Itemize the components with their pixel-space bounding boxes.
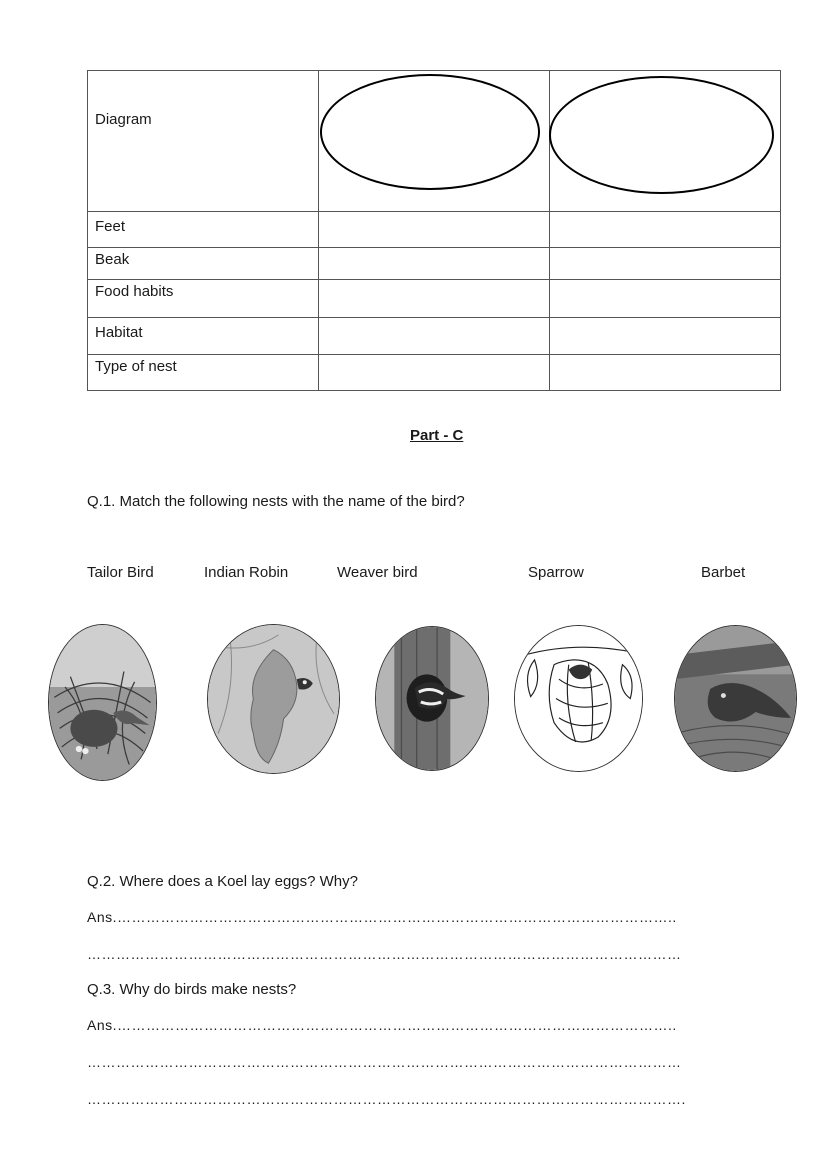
row-label: Feet: [88, 212, 319, 248]
bird-name-barbet[interactable]: Barbet: [701, 564, 746, 581]
question-2: Q.2. Where does a Koel lay eggs? Why?: [87, 873, 358, 890]
answer-line[interactable]: ……………………………………………………………………………………………………………: [87, 946, 682, 962]
diagram-oval-1: [320, 74, 540, 190]
answer-cell[interactable]: [319, 280, 550, 318]
answer-cell[interactable]: [550, 355, 781, 391]
row-label: Type of nest: [88, 355, 319, 391]
answer-cell[interactable]: [319, 318, 550, 355]
answer-line[interactable]: …………………………………………………………………………………………………………….: [87, 1091, 686, 1107]
question-3: Q.3. Why do birds make nests?: [87, 981, 297, 998]
grass-cup-nest-icon[interactable]: [48, 624, 157, 781]
table-row: [88, 212, 781, 248]
bird-name-tailor-bird[interactable]: Tailor Bird: [87, 564, 154, 581]
tree-hole-nest-icon[interactable]: [375, 626, 489, 771]
answer-line[interactable]: Ans.……………………………………………………………………………………………………..: [87, 909, 677, 925]
answer-cell[interactable]: [319, 248, 550, 280]
stitched-leaf-nest-icon[interactable]: [514, 625, 643, 772]
answer-cell[interactable]: [550, 318, 781, 355]
table-row: [88, 248, 781, 280]
table-row: [88, 355, 781, 391]
answer-cell[interactable]: [550, 248, 781, 280]
table-row: [88, 280, 781, 318]
part-title: Part - C: [410, 427, 464, 444]
answer-line[interactable]: Ans.……………………………………………………………………………………………………..: [87, 1017, 677, 1033]
hanging-woven-nest-icon[interactable]: [207, 624, 340, 774]
row-label: Diagram: [88, 71, 319, 212]
answer-cell[interactable]: [319, 212, 550, 248]
ground-nest-icon[interactable]: [674, 625, 797, 772]
answer-cell[interactable]: [319, 355, 550, 391]
bird-name-weaver-bird[interactable]: Weaver bird: [337, 564, 418, 581]
bird-name-sparrow[interactable]: Sparrow: [528, 564, 584, 581]
answer-line[interactable]: ……………………………………………………………………………………………………………: [87, 1054, 682, 1070]
row-label: Habitat: [88, 318, 319, 355]
row-label: Food habits: [88, 280, 319, 318]
diagram-oval-2: [549, 76, 774, 194]
question-1: Q.1. Match the following nests with the name of the bird?: [87, 493, 465, 510]
answer-cell[interactable]: [550, 280, 781, 318]
row-label: Beak: [88, 248, 319, 280]
bird-name-indian-robin[interactable]: Indian Robin: [204, 564, 289, 581]
answer-cell[interactable]: [550, 212, 781, 248]
table-row: [88, 318, 781, 355]
